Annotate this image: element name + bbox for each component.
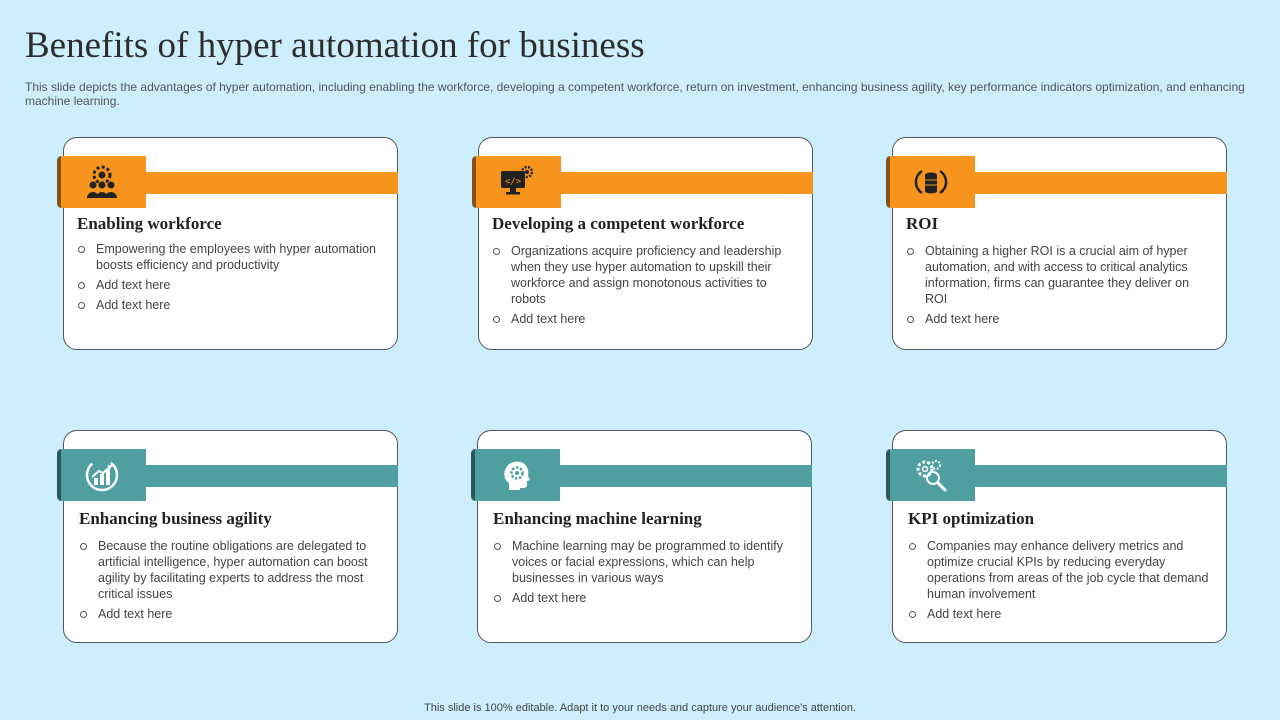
- bullet-list: [80, 538, 383, 626]
- page-subtitle: This slide depicts the advantages of hyper automation, including enabling the workforce, developing a competent workforce, return on investment, enhancing business agility, key performance indicators optimization, and enhancing machine learning.: [25, 80, 1245, 108]
- svg-text:</>: </>: [504, 177, 521, 187]
- card-title: Enhancing business agility: [79, 509, 272, 528]
- card-title: ROI: [906, 214, 939, 233]
- bullet-list: [494, 538, 797, 610]
- code-monitor-icon: [499, 165, 535, 199]
- bullet-list: [909, 538, 1212, 626]
- card-title: KPI optimization: [908, 509, 1035, 528]
- bullet-list: [907, 243, 1212, 331]
- list-item: Because the routine obligations are delegated to artificial intelligence, hyper automation can boost agility by facilitating experts to address the most critical issues: [80, 538, 383, 602]
- card-roi: [892, 137, 1227, 350]
- gears-magnifier-icon: [914, 458, 948, 492]
- footer-note: This slide is 100% editable. Adapt it to your needs and capture your audience's attention.: [424, 702, 856, 714]
- list-item: Add text here: [494, 590, 797, 606]
- card-competent-workforce: [478, 137, 813, 350]
- card-icon-tab: [471, 449, 560, 501]
- card-icon-tab: [57, 156, 146, 208]
- bullet-list: [78, 241, 383, 317]
- card-enabling-workforce: [63, 137, 398, 350]
- list-item: Machine learning may be programmed to identify voices or facial expressions, which can help businesses in various ways: [494, 538, 797, 586]
- card-title: Enhancing machine learning: [493, 509, 702, 528]
- list-item: Obtaining a higher ROI is a crucial aim of hyper automation, and with access to critical analytics information, firms can guarantee they deliver on ROI: [907, 243, 1212, 307]
- list-item: Add text here: [909, 606, 1212, 622]
- list-item: Add text here: [907, 311, 1212, 327]
- list-item: Add text here: [78, 297, 383, 313]
- head-gear-icon: [499, 458, 533, 492]
- list-item: Empowering the employees with hyper automation boosts efficiency and productivity: [78, 241, 383, 273]
- card-icon-tab: [57, 449, 146, 501]
- list-item: Companies may enhance delivery metrics and optimize crucial KPIs by reducing everyday operations from areas of the job cycle that demand human involvement: [909, 538, 1212, 602]
- list-item: Add text here: [78, 277, 383, 293]
- team-gear-icon: [85, 165, 119, 199]
- bullet-list: [493, 243, 798, 331]
- list-item: Organizations acquire proficiency and leadership when they use hyper automation to upskill their workforce and assign monotonous activities to robots: [493, 243, 798, 307]
- card-title: Developing a competent workforce: [492, 214, 745, 233]
- card-icon-tab: [472, 156, 561, 208]
- card-machine-learning: [477, 430, 812, 643]
- list-item: Add text here: [80, 606, 383, 622]
- card-title: Enabling workforce: [77, 214, 222, 233]
- page-title: Benefits of hyper automation for business: [25, 25, 645, 66]
- card-icon-tab: [886, 449, 975, 501]
- list-item: Add text here: [493, 311, 798, 327]
- card-icon-tab: [886, 156, 975, 208]
- coins-cycle-icon: [914, 165, 948, 199]
- card-business-agility: [63, 430, 398, 643]
- growth-chart-icon: [85, 458, 119, 492]
- card-kpi-optimization: [892, 430, 1227, 643]
